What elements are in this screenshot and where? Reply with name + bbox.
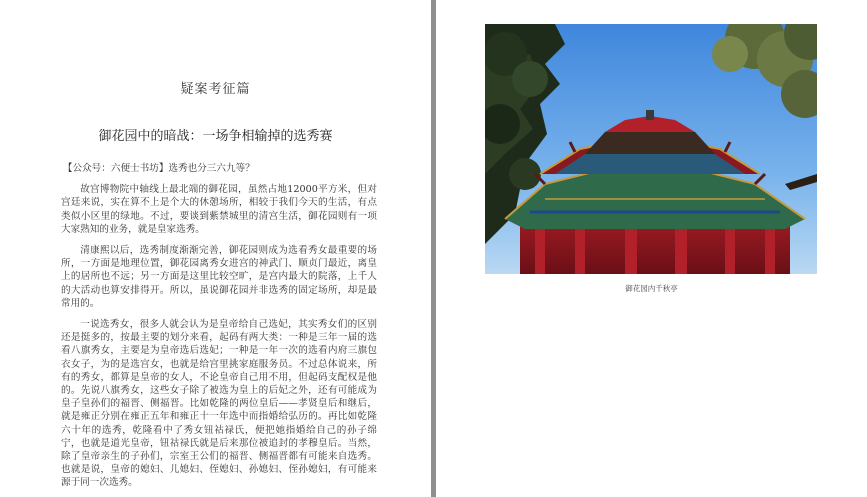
paragraph-2: 清康熙以后，选秀制度渐渐完善，御花园则成为选看秀女最重要的场所，一方面是地理位置，御花园离秀女进宫的神武门、顺贞门最近，离皇上的居所也不远；另一方面是这里比较空旷，是宫内最大的院落，上千人的大活动也算安排得开。所以，虽说御花园并非选秀的固定场所，却是最常用的。 [61,245,377,309]
photo-caption: 御花园内千秋亭 [625,284,678,293]
paragraph-1: 故宫博物院中轴线上最北端的御花园，虽然占地12000平方米，但对宫廷来说，实在算不上是个大的休憩场所，相较于我们今天的生活，有点类似小区里的绿地。不过，要谈到紫禁城里的清宫生活，御花园则有一项大家熟知的业务，就是皇家选秀。 [61,184,377,235]
source-line: 【公众号：六便士书坊】选秀也分三六九等？ [62,163,255,174]
left-page [0,0,431,497]
paragraph-3: 一说选秀女，很多人就会认为是皇帝给自己选妃，其实秀女们的区别还是挺多的，按最主要的划分来看，起码有两大类：一种是三年一届的选看八旗秀女，主要是为皇帝选后选妃；一种是一年一次的选看内府三旗包衣女子，为的是选宫女，也就是给宫里挑家庭服务员。不过总体说来，所有的秀女，都算是皇帝的女人，不论皇帝自己用不用，但起码支配权是他的。先说八旗秀女，这些女子除了被选为皇上的后妃之外，还有可能成为皇子皇孙们的福晋、侧福晋。比如乾隆的两位皇后——孝贤皇后和继后，就是雍正分别在雍正五年和雍正十一年选中而指婚给弘历的。再比如乾隆六十年的选秀，乾隆看中了秀女钮祜禄氏，便把她指婚给自己的孙子绵宁，也就是道光皇帝，钮祜禄氏就是后来那位被追封的孝穆皇后。当然，除了皇帝亲生的子孙们，宗室王公们的福晋、侧福晋都有可能来自选秀。也就是说，皇帝的媳妇、儿媳妇、侄媳妇、孙媳妇、侄孙媳妇，有可能来源于同一次选秀。 [61,319,377,489]
article-body [61,162,377,497]
right-page [436,0,867,497]
article-title: 御花园中的暗战：一场争相输掉的选秀赛 [98,129,333,144]
pavilion-photo [485,24,817,274]
section-title: 疑案考征篇 [180,82,251,97]
